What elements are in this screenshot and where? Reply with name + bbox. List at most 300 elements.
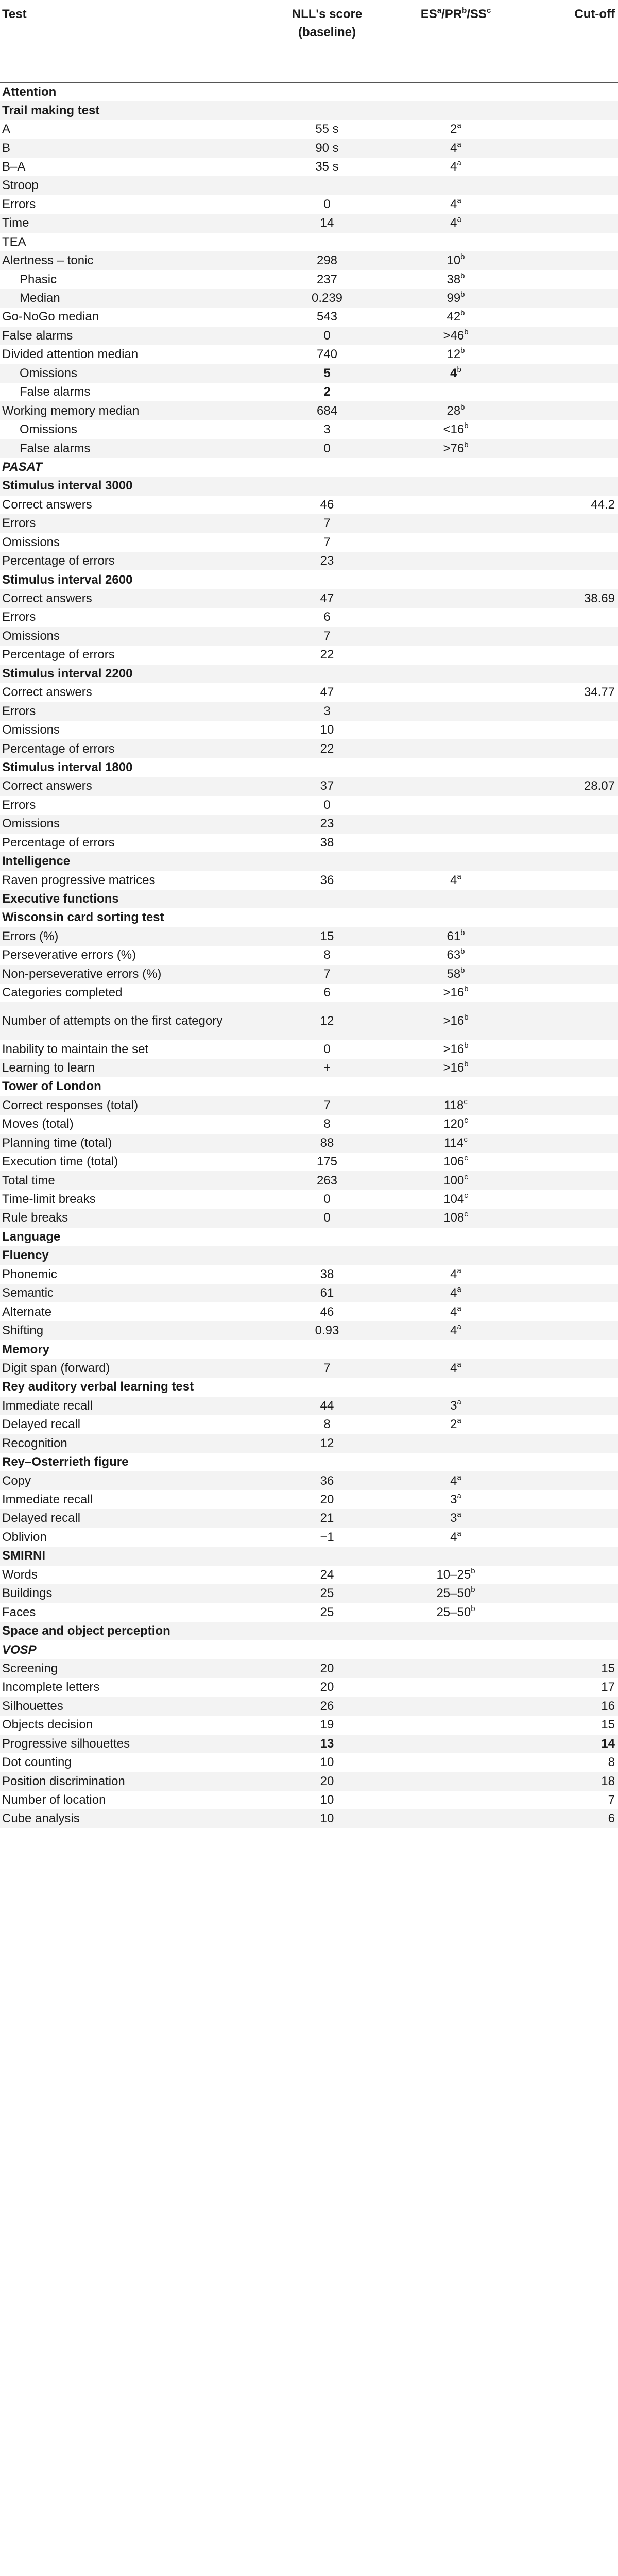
test-name-cell: Stimulus interval 2600 xyxy=(2,572,133,587)
es-pr-ss-cell xyxy=(386,890,525,908)
es-pr-ss-value: 12 xyxy=(447,347,461,362)
es-pr-ss-cell xyxy=(386,739,525,758)
test-name-cell: Attention xyxy=(2,84,57,99)
test-name-cell: B xyxy=(2,141,11,155)
es-pr-ss-value: 106 xyxy=(443,1155,465,1169)
test-name-cell: Fluency xyxy=(2,1248,49,1263)
cutoff-cell xyxy=(525,420,618,439)
score-cell: 0.93 xyxy=(315,1324,339,1338)
es-pr-ss-cell xyxy=(386,420,525,439)
cutoff-cell xyxy=(525,1603,618,1621)
es-pr-ss-cell xyxy=(386,439,525,457)
test-name-cell: Buildings xyxy=(2,1586,53,1601)
cutoff-cell xyxy=(525,214,618,232)
es-pr-ss-value: 99 xyxy=(447,291,461,306)
es-pr-ss-superscript: b xyxy=(460,290,465,299)
cutoff-cell xyxy=(525,721,618,739)
cutoff-cell xyxy=(525,195,618,214)
cutoff-cell xyxy=(525,345,618,364)
es-pr-ss-cell xyxy=(386,1002,525,1040)
table-row xyxy=(0,195,618,214)
es-pr-ss-cell xyxy=(386,1735,525,1753)
score-cell xyxy=(268,1640,386,1659)
cutoff-cell: 8 xyxy=(608,1755,615,1770)
table-row xyxy=(0,1077,618,1096)
cutoff-cell xyxy=(525,796,618,815)
es-pr-ss-cell xyxy=(386,552,525,570)
cutoff-cell xyxy=(525,871,618,889)
es-pr-ss-superscript: c xyxy=(464,1191,468,1200)
es-pr-ss-cell xyxy=(386,1284,525,1302)
cutoff-cell xyxy=(525,308,618,326)
test-name-cell: Memory xyxy=(2,1342,50,1357)
cutoff-cell xyxy=(525,1209,618,1227)
test-name-cell: Errors xyxy=(2,798,36,812)
es-pr-ss-cell xyxy=(386,1246,525,1265)
es-pr-ss-cell xyxy=(386,477,525,495)
cutoff-cell xyxy=(525,1453,618,1471)
table-row xyxy=(0,815,618,833)
table-row xyxy=(0,570,618,589)
test-name-cell: SMIRNI xyxy=(2,1549,45,1563)
es-pr-ss-cell xyxy=(386,1115,525,1133)
table-row xyxy=(0,1490,618,1509)
table-row xyxy=(0,1622,618,1640)
test-name-cell: Silhouettes xyxy=(2,1699,63,1713)
cutoff-cell xyxy=(525,1246,618,1265)
es-pr-ss-value: 4 xyxy=(450,1324,457,1338)
cutoff-cell xyxy=(525,852,618,871)
table-row xyxy=(0,646,618,664)
table-row xyxy=(0,608,618,626)
score-cell: 684 xyxy=(316,403,338,418)
table-row xyxy=(0,1509,618,1528)
table-row xyxy=(0,1809,618,1828)
es-pr-ss-cell xyxy=(386,1265,525,1284)
es-pr-ss-superscript: b xyxy=(464,985,469,994)
header-score: NLL's score (baseline) xyxy=(291,7,363,39)
es-pr-ss-value: 2 xyxy=(450,1417,457,1432)
test-name-cell: Number of attempts on the first category xyxy=(2,1013,223,1028)
test-name-cell: Words xyxy=(2,1567,38,1582)
cutoff-cell: 17 xyxy=(601,1680,615,1694)
es-pr-ss-value: >16 xyxy=(443,986,465,1000)
es-pr-ss-superscript: a xyxy=(457,1303,461,1313)
es-pr-ss-superscript: b xyxy=(460,346,465,355)
es-pr-ss-cell xyxy=(386,815,525,833)
es-pr-ss-cell xyxy=(386,1697,525,1716)
es-pr-ss-cell xyxy=(386,702,525,720)
es-pr-ss-cell xyxy=(386,683,525,702)
score-cell: 740 xyxy=(316,347,338,362)
table-row xyxy=(0,1528,618,1547)
table-row xyxy=(0,289,618,308)
table-header xyxy=(0,0,618,82)
score-cell: 38 xyxy=(320,835,334,850)
test-name-cell: Immediate recall xyxy=(2,1398,93,1413)
es-pr-ss-value: 100 xyxy=(443,1173,465,1188)
es-pr-ss-superscript: a xyxy=(457,1492,461,1501)
score-cell xyxy=(268,101,386,120)
score-cell: 23 xyxy=(320,817,334,831)
score-cell: 22 xyxy=(320,741,334,756)
cutoff-cell xyxy=(525,289,618,308)
test-name-cell: Errors xyxy=(2,516,36,531)
test-name-cell: Immediate recall xyxy=(2,1493,93,1507)
test-name-cell: Planning time (total) xyxy=(2,1136,112,1150)
score-cell: 23 xyxy=(320,554,334,568)
score-cell xyxy=(268,890,386,908)
table-row xyxy=(0,1059,618,1077)
score-cell: 36 xyxy=(320,873,334,887)
table-row xyxy=(0,871,618,889)
score-cell: 20 xyxy=(320,1493,334,1507)
table-row xyxy=(0,665,618,683)
test-name-cell: False alarms xyxy=(2,328,73,343)
test-name-cell: Categories completed xyxy=(2,986,123,1000)
es-pr-ss-superscript: b xyxy=(464,440,469,449)
es-pr-ss-cell xyxy=(386,496,525,514)
score-cell: 3 xyxy=(323,422,331,437)
score-cell: 21 xyxy=(320,1511,334,1526)
cutoff-cell: 16 xyxy=(601,1699,615,1713)
test-name-cell: Copy xyxy=(2,1473,31,1488)
es-pr-ss-cell xyxy=(386,1134,525,1153)
score-cell: 8 xyxy=(323,948,331,962)
test-name-cell: Language xyxy=(2,1229,61,1244)
score-cell: 8 xyxy=(323,1417,331,1432)
es-pr-ss-superscript: a xyxy=(457,215,461,224)
cutoff-cell xyxy=(525,101,618,120)
score-cell xyxy=(268,665,386,683)
table-row xyxy=(0,589,618,608)
cutoff-cell xyxy=(525,1002,618,1040)
es-pr-ss-cell xyxy=(386,1509,525,1528)
test-name-cell: Number of location xyxy=(2,1793,106,1807)
es-pr-ss-value: >46 xyxy=(443,328,465,343)
es-pr-ss-value: 4 xyxy=(450,873,457,887)
table-row xyxy=(0,1171,618,1190)
score-cell: 24 xyxy=(320,1567,334,1582)
cutoff-cell: 34.77 xyxy=(583,685,615,700)
es-pr-ss-cell xyxy=(386,1434,525,1453)
es-pr-ss-cell xyxy=(386,1397,525,1415)
test-name-cell: Errors (%) xyxy=(2,929,59,943)
score-cell: 10 xyxy=(320,1793,334,1807)
es-pr-ss-superscript: a xyxy=(457,1323,461,1332)
table-row xyxy=(0,1246,618,1265)
es-pr-ss-value: 3 xyxy=(450,1493,457,1507)
es-pr-ss-cell xyxy=(386,1791,525,1809)
score-cell: 20 xyxy=(320,1774,334,1788)
table-row xyxy=(0,1471,618,1490)
score-cell: 0.239 xyxy=(311,291,343,306)
table-row xyxy=(0,364,618,383)
es-pr-ss-value: 10–25 xyxy=(436,1567,471,1582)
cutoff-cell xyxy=(525,1321,618,1340)
es-pr-ss-superscript: a xyxy=(457,1266,461,1275)
es-pr-ss-value: 108 xyxy=(443,1211,465,1225)
cutoff-cell xyxy=(525,1265,618,1284)
cutoff-cell: 38.69 xyxy=(583,591,615,606)
es-pr-ss-cell xyxy=(386,1809,525,1828)
header-test: Test xyxy=(2,7,27,21)
test-name-cell: Moves (total) xyxy=(2,1117,74,1131)
score-cell: 13 xyxy=(320,1736,334,1751)
es-pr-ss-value: 4 xyxy=(450,1361,457,1375)
es-pr-ss-cell xyxy=(386,533,525,552)
es-pr-ss-value: >76 xyxy=(443,441,465,455)
score-cell: 14 xyxy=(320,216,334,230)
cutoff-cell xyxy=(525,927,618,946)
score-cell: 44 xyxy=(320,1398,334,1413)
es-pr-ss-cell xyxy=(386,345,525,364)
es-pr-ss-cell xyxy=(386,1378,525,1396)
table-row xyxy=(0,1678,618,1697)
cutoff-cell xyxy=(525,946,618,964)
test-name-cell: False alarms xyxy=(20,441,91,455)
score-cell: 47 xyxy=(320,685,334,700)
es-pr-ss-value: 4 xyxy=(450,1473,457,1488)
score-cell: 47 xyxy=(320,591,334,606)
es-pr-ss-value: 104 xyxy=(443,1192,465,1207)
score-cell: 25 xyxy=(320,1586,334,1601)
es-pr-ss-cell xyxy=(386,1059,525,1077)
es-pr-ss-value: 10 xyxy=(447,253,461,268)
score-cell: 10 xyxy=(320,1755,334,1770)
cutoff-cell xyxy=(525,739,618,758)
es-pr-ss-value: 4 xyxy=(450,1286,457,1300)
cutoff-cell xyxy=(525,1490,618,1509)
test-name-cell: Go-NoGo median xyxy=(2,310,99,324)
table-row xyxy=(0,345,618,364)
test-name-cell: Correct answers xyxy=(2,779,92,793)
score-cell: 0 xyxy=(323,441,331,455)
cutoff-cell xyxy=(525,608,618,626)
table-row xyxy=(0,927,618,946)
table-row xyxy=(0,101,618,120)
cutoff-cell xyxy=(525,139,618,157)
cutoff-cell xyxy=(525,1077,618,1096)
table-row xyxy=(0,1659,618,1678)
es-pr-ss-cell xyxy=(386,570,525,589)
test-name-cell: Stimulus interval 1800 xyxy=(2,760,133,774)
es-pr-ss-cell xyxy=(386,1490,525,1509)
es-pr-ss-value: 4 xyxy=(450,366,457,380)
table-row xyxy=(0,1735,618,1753)
test-name-cell: Omissions xyxy=(2,629,60,643)
score-cell xyxy=(268,82,386,101)
es-pr-ss-cell xyxy=(386,1471,525,1490)
cutoff-cell xyxy=(525,233,618,251)
es-pr-ss-cell xyxy=(386,665,525,683)
es-pr-ss-cell xyxy=(386,608,525,626)
test-name-cell: Inability to maintain the set xyxy=(2,1042,149,1056)
cutoff-cell: 15 xyxy=(601,1718,615,1732)
score-cell xyxy=(268,176,386,195)
es-pr-ss-value: 4 xyxy=(450,197,457,211)
es-pr-ss-value: 63 xyxy=(447,948,461,962)
table-row xyxy=(0,777,618,795)
cutoff-cell xyxy=(525,1228,618,1246)
es-pr-ss-superscript: b xyxy=(464,1012,469,1022)
table-row xyxy=(0,1772,618,1790)
es-pr-ss-cell xyxy=(386,364,525,383)
es-pr-ss-value: 118 xyxy=(444,1098,464,1112)
es-pr-ss-superscript: b xyxy=(460,252,465,262)
es-pr-ss-cell xyxy=(386,101,525,120)
score-cell: 38 xyxy=(320,1267,334,1281)
test-name-cell: Recognition xyxy=(2,1436,67,1450)
test-name-cell: Tower of London xyxy=(2,1079,101,1094)
cutoff-cell: 28.07 xyxy=(583,779,615,793)
cutoff-cell xyxy=(525,1115,618,1133)
score-cell: 263 xyxy=(316,1173,338,1188)
score-cell xyxy=(268,1378,386,1396)
cutoff-cell: 15 xyxy=(601,1661,615,1675)
es-pr-ss-cell xyxy=(386,1171,525,1190)
es-pr-ss-superscript: a xyxy=(457,1360,461,1369)
table-row xyxy=(0,1002,618,1040)
es-pr-ss-value: 38 xyxy=(447,272,461,286)
table-row xyxy=(0,1566,618,1584)
score-cell: 2 xyxy=(323,385,331,399)
table-row xyxy=(0,1547,618,1565)
es-pr-ss-superscript: b xyxy=(464,421,469,431)
es-pr-ss-superscript: a xyxy=(457,158,461,167)
cutoff-cell xyxy=(525,477,618,495)
table-row xyxy=(0,1115,618,1133)
es-pr-ss-value: 25–50 xyxy=(436,1605,471,1619)
score-cell: 298 xyxy=(316,253,338,268)
cutoff-cell xyxy=(525,665,618,683)
es-pr-ss-superscript: a xyxy=(457,140,461,149)
test-name-cell: Rey auditory verbal learning test xyxy=(2,1380,194,1394)
cutoff-cell xyxy=(525,965,618,984)
test-name-cell: Phasic xyxy=(20,272,57,286)
es-pr-ss-cell xyxy=(386,1077,525,1096)
es-pr-ss-cell xyxy=(386,1547,525,1565)
cutoff-cell xyxy=(525,1340,618,1359)
cutoff-cell xyxy=(525,890,618,908)
es-pr-ss-cell xyxy=(386,758,525,777)
test-name-cell: False alarms xyxy=(20,385,91,399)
es-pr-ss-cell xyxy=(386,927,525,946)
cutoff-cell: 6 xyxy=(608,1811,615,1826)
es-pr-ss-superscript: b xyxy=(464,1041,469,1050)
test-name-cell: Raven progressive matrices xyxy=(2,873,156,887)
score-cell: 7 xyxy=(323,1361,331,1375)
score-cell: 46 xyxy=(320,1304,334,1319)
test-name-cell: Working memory median xyxy=(2,403,140,418)
cutoff-cell xyxy=(525,120,618,139)
table-row xyxy=(0,477,618,495)
cutoff-cell xyxy=(525,984,618,1002)
cutoff-cell: 7 xyxy=(608,1793,615,1807)
score-cell: + xyxy=(323,1060,331,1075)
score-cell xyxy=(268,1547,386,1565)
test-name-cell: Correct answers xyxy=(2,685,92,700)
cutoff-cell xyxy=(525,82,618,101)
test-name-cell: Percentage of errors xyxy=(2,554,115,568)
header-ss-sup: c xyxy=(486,6,491,15)
test-name-cell: Stimulus interval 3000 xyxy=(2,479,133,493)
table-row xyxy=(0,82,618,101)
es-pr-ss-superscript: b xyxy=(464,1059,469,1069)
test-name-cell: Semantic xyxy=(2,1286,54,1300)
score-cell: 36 xyxy=(320,1473,334,1488)
es-pr-ss-cell xyxy=(386,1622,525,1640)
table-row xyxy=(0,1603,618,1621)
es-pr-ss-cell xyxy=(386,1190,525,1209)
score-cell xyxy=(268,1453,386,1471)
es-pr-ss-superscript: a xyxy=(457,121,461,130)
es-pr-ss-cell xyxy=(386,270,525,289)
cutoff-cell xyxy=(525,552,618,570)
es-pr-ss-cell xyxy=(386,965,525,984)
es-pr-ss-cell xyxy=(386,1040,525,1058)
score-cell: 26 xyxy=(320,1699,334,1713)
table-row xyxy=(0,946,618,964)
score-cell: 10 xyxy=(320,1811,334,1826)
cutoff-cell xyxy=(525,1584,618,1603)
es-pr-ss-value: 2 xyxy=(450,122,457,137)
cutoff-cell xyxy=(525,646,618,664)
test-name-cell: Omissions xyxy=(20,422,78,437)
es-pr-ss-cell xyxy=(386,251,525,270)
table-row xyxy=(0,1134,618,1153)
table-row xyxy=(0,458,618,477)
score-cell: 5 xyxy=(323,366,331,380)
es-pr-ss-cell xyxy=(386,589,525,608)
table-row xyxy=(0,683,618,702)
es-pr-ss-cell xyxy=(386,796,525,815)
test-name-cell: Alertness – tonic xyxy=(2,253,94,268)
es-pr-ss-cell xyxy=(386,1359,525,1378)
score-cell: 0 xyxy=(323,1192,331,1207)
es-pr-ss-cell xyxy=(386,1415,525,1434)
cutoff-cell xyxy=(525,1397,618,1415)
es-pr-ss-cell xyxy=(386,1209,525,1227)
test-name-cell: Time xyxy=(2,216,29,230)
test-name-cell: Alternate xyxy=(2,1304,52,1319)
es-pr-ss-superscript: b xyxy=(460,928,465,937)
cutoff-cell xyxy=(525,1640,618,1659)
table-row xyxy=(0,1359,618,1378)
test-name-cell: Screening xyxy=(2,1661,58,1675)
table-row xyxy=(0,1209,618,1227)
table-row xyxy=(0,1378,618,1396)
es-pr-ss-cell xyxy=(386,383,525,401)
es-pr-ss-value: 4 xyxy=(450,159,457,174)
test-name-cell: Divided attention median xyxy=(2,347,139,362)
header-es-sup: a xyxy=(437,6,442,15)
es-pr-ss-value: 120 xyxy=(443,1117,465,1131)
score-cell: 7 xyxy=(323,967,331,981)
test-name-cell: Perseverative errors (%) xyxy=(2,948,136,962)
table-row xyxy=(0,1397,618,1415)
table-row xyxy=(0,439,618,457)
test-name-cell: Median xyxy=(20,291,60,306)
test-name-cell: A xyxy=(2,122,11,137)
es-pr-ss-value: 61 xyxy=(447,929,461,943)
score-cell: 20 xyxy=(320,1661,334,1675)
table-row xyxy=(0,758,618,777)
table-body xyxy=(0,82,618,1828)
score-cell: 19 xyxy=(320,1718,334,1732)
score-cell xyxy=(268,570,386,589)
table-row xyxy=(0,233,618,251)
